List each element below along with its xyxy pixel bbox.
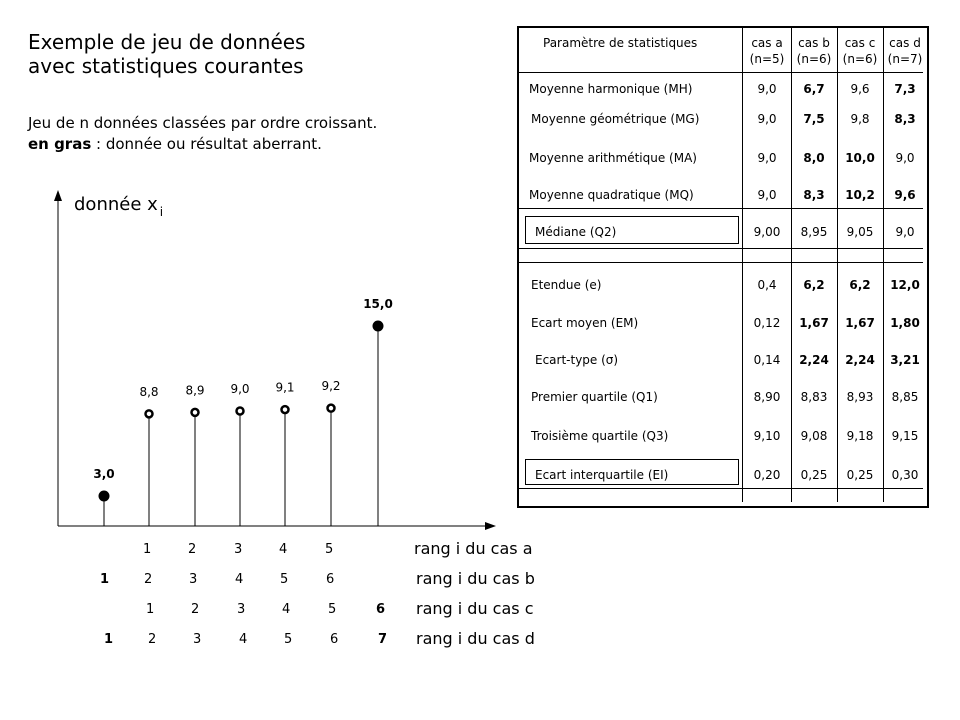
table-value: 10,2: [845, 188, 875, 202]
table-header-param: Paramètre de statistiques: [543, 36, 698, 50]
table-row-label: Moyenne quadratique (MQ): [529, 188, 694, 202]
table-header-case: cas c: [844, 36, 876, 50]
table-value: 0,12: [753, 316, 781, 330]
data-point: [282, 406, 289, 413]
table-value: 0,25: [800, 468, 828, 482]
table-value: 9,05: [846, 225, 874, 239]
table-header-n: (n=6): [842, 52, 878, 66]
table-value: 6,2: [803, 278, 825, 292]
table-value: 9,0: [757, 112, 777, 126]
table-row-label: Premier quartile (Q1): [531, 390, 658, 404]
table-header-case: cas a: [751, 36, 783, 50]
intro-rest: : donnée ou résultat aberrant.: [91, 135, 322, 153]
data-value-label: 3,0: [93, 467, 115, 481]
table-row-label: Moyenne arithmétique (MA): [529, 151, 697, 165]
rank-row-label: rang i du cas a: [414, 539, 533, 558]
table-value: 0,14: [753, 353, 781, 367]
table-value: 9,0: [895, 225, 915, 239]
rank-number: 1: [104, 632, 114, 647]
table-value: 8,95: [800, 225, 828, 239]
table-value: 9,0: [757, 82, 777, 96]
table-value: 8,90: [753, 390, 781, 404]
rank-number: 5: [284, 632, 293, 647]
rank-number: 6: [330, 632, 339, 647]
rank-number: 3: [237, 602, 246, 617]
table-value: 9,0: [895, 151, 915, 165]
table-value: 10,0: [845, 151, 875, 165]
table-value: 7,5: [803, 112, 825, 126]
outlier-point: [373, 321, 383, 331]
table-value: 9,6: [850, 82, 870, 96]
rank-number: 4: [282, 602, 291, 617]
table-header-n: (n=5): [749, 52, 785, 66]
table-value: 7,3: [894, 82, 916, 96]
table-value: 8,0: [803, 151, 825, 165]
data-point: [237, 408, 244, 415]
table-col-divider: [883, 28, 884, 502]
table-divider: [519, 248, 923, 249]
table-value: 1,67: [845, 316, 875, 330]
table-value: 2,24: [845, 353, 875, 367]
table-value: 8,93: [846, 390, 874, 404]
table-value: 2,24: [799, 353, 829, 367]
rank-number: 3: [193, 632, 202, 647]
table-header-case: cas b: [798, 36, 830, 50]
data-value-label: 15,0: [363, 297, 393, 311]
table-row-label: Etendue (e): [531, 278, 602, 292]
rank-number: 4: [239, 632, 248, 647]
rank-number: 4: [279, 542, 288, 557]
table-value: 0,30: [891, 468, 919, 482]
table-value: 1,67: [799, 316, 829, 330]
table-col-divider: [742, 28, 743, 502]
intro-bold-word: en gras: [28, 135, 92, 153]
rank-number: 2: [188, 542, 197, 557]
y-axis-label-subscript: i: [159, 205, 164, 219]
title-line-1: Exemple de jeu de données: [28, 30, 306, 54]
rank-number: 2: [191, 602, 200, 617]
rank-number: 6: [326, 572, 335, 587]
rank-number: 6: [376, 602, 386, 617]
table-value: 9,00: [753, 225, 781, 239]
table-value: 3,21: [890, 353, 920, 367]
rank-number: 5: [280, 572, 289, 587]
data-value-label: 9,1: [275, 380, 295, 395]
table-col-divider: [837, 28, 838, 502]
table-row-label: Troisième quartile (Q3): [531, 429, 669, 443]
table-header-n: (n=6): [796, 52, 832, 66]
table-col-divider: [791, 28, 792, 502]
table-value: 8,3: [894, 112, 916, 126]
table-value: 8,85: [891, 390, 919, 404]
table-row-label: Médiane (Q2): [535, 225, 617, 239]
table-row-label: Ecart-type (σ): [535, 353, 619, 367]
table-value: 1,80: [890, 316, 920, 330]
table-value: 9,6: [894, 188, 916, 202]
rank-number: 4: [235, 572, 244, 587]
data-value-label: 9,0: [230, 382, 250, 396]
data-value-label: 8,9: [185, 383, 205, 398]
rank-number: 1: [146, 602, 155, 617]
table-value: 9,15: [891, 429, 919, 443]
data-point: [192, 409, 199, 416]
table-divider: [519, 262, 923, 263]
table-header-case: cas d: [889, 36, 921, 50]
table-value: 9,08: [800, 429, 828, 443]
x-axis-arrow: [485, 522, 496, 530]
rank-number: 3: [234, 542, 243, 557]
table-value: 9,10: [753, 429, 781, 443]
intro-line-1: Jeu de n données classées par ordre croissant.: [28, 114, 378, 132]
table-value: 9,0: [757, 151, 777, 165]
table-header-divider: [519, 72, 923, 73]
rank-number: 5: [325, 542, 334, 557]
table-value: 0,4: [757, 278, 777, 292]
table-row-label: Moyenne harmonique (MH): [529, 82, 693, 96]
table-value: 6,2: [849, 278, 871, 292]
table-value: 0,20: [753, 468, 781, 482]
title-line-2: avec statistiques courantes: [28, 54, 304, 78]
y-axis-label: [74, 194, 164, 219]
data-point: [328, 405, 335, 412]
rank-number: 1: [143, 542, 152, 557]
rank-row-label: rang i du cas b: [416, 569, 535, 588]
table-value: 8,83: [800, 390, 828, 404]
table-divider: [519, 488, 923, 489]
rank-row-label: rang i du cas c: [416, 599, 534, 618]
rank-number: 5: [328, 602, 337, 617]
table-value: 0,25: [846, 468, 874, 482]
data-value-label: 8,8: [139, 384, 159, 399]
table-value: 9,0: [757, 188, 777, 202]
table-divider: [519, 208, 923, 209]
table-value: 6,7: [803, 82, 825, 96]
table-row-label: Ecart moyen (EM): [531, 316, 639, 330]
data-point: [146, 410, 153, 417]
outlier-point: [99, 491, 109, 501]
table-value: 8,3: [803, 188, 825, 202]
rank-number: 2: [148, 632, 157, 647]
data-value-label: 9,2: [321, 379, 341, 394]
rank-number: 1: [100, 572, 110, 587]
table-header-n: (n=7): [887, 52, 923, 66]
y-axis-arrow: [54, 190, 62, 201]
table-row-label: Ecart interquartile (EI): [535, 468, 669, 482]
table-value: 9,8: [850, 112, 870, 126]
table-value: 9,18: [846, 429, 874, 443]
table-value: 12,0: [890, 278, 920, 292]
rank-row-label: rang i du cas d: [416, 629, 535, 648]
rank-number: 2: [144, 572, 153, 587]
rank-number: 3: [189, 572, 198, 587]
rank-number: 7: [378, 632, 388, 647]
statistics-table: [517, 26, 929, 508]
y-axis-label-text: donnée x: [74, 194, 158, 215]
table-row-label: Moyenne géométrique (MG): [531, 112, 700, 126]
